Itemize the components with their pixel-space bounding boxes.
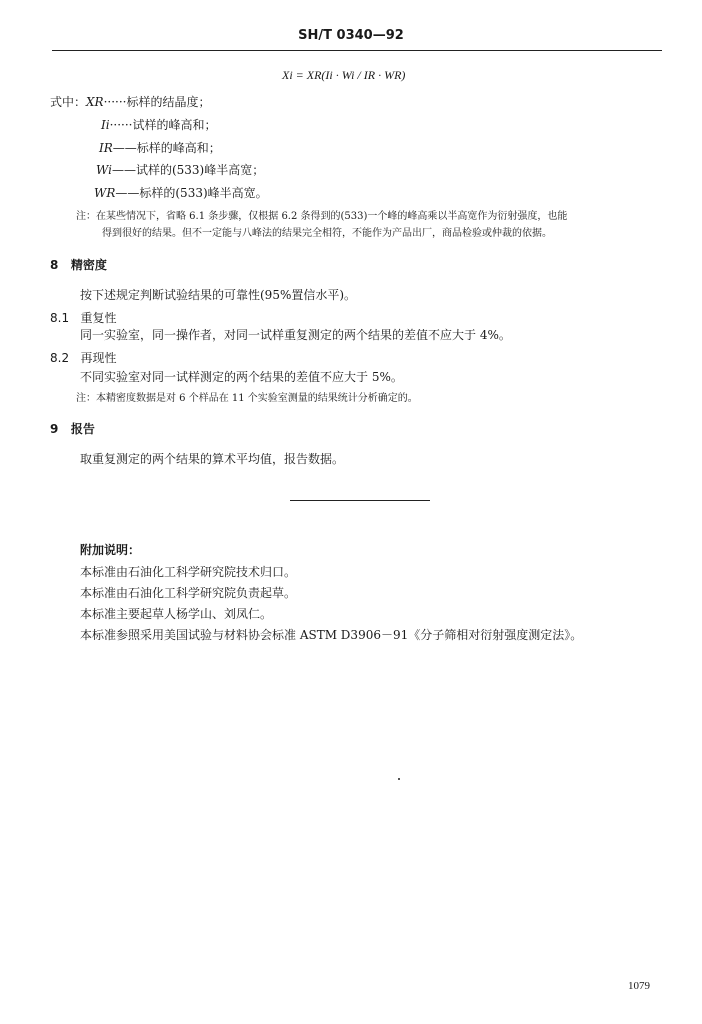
appendix-line: 本标准由石油化工科学研究院负责起草。 — [80, 586, 297, 600]
definition-var: Ii — [101, 118, 110, 132]
definition-desc: ······标样的结晶度； — [103, 95, 211, 109]
definition-line — [96, 161, 264, 178]
section-title: 报告 — [70, 422, 95, 436]
standard-code-header: SH/T 0340—92 — [298, 28, 404, 43]
appendix-line: 本标准主要起草人杨学山、刘凤仁。 — [80, 607, 273, 621]
appendix-title: 附加说明： — [80, 543, 141, 557]
section-8-2-text: 不同实验室对同一试样测定的两个结果的差值不应大于 5%。 — [80, 370, 403, 384]
definition-desc: ——标样的峰高和； — [112, 141, 221, 155]
section-8-1-heading — [50, 309, 117, 326]
subsection-number: 8.2 — [50, 351, 70, 365]
section-number: 8 — [50, 258, 59, 272]
definition-line — [101, 116, 216, 133]
definition-line — [99, 139, 221, 156]
definition-desc: ——标样的(533)峰半高宽。 — [115, 186, 268, 200]
scan-speck — [398, 778, 400, 780]
definition-var: WR — [94, 186, 116, 200]
section-8-intro: 按下述规定判断试验结果的可靠性(95%置信水平)。 — [80, 288, 357, 302]
definition-var: Wi — [96, 163, 112, 177]
section-title: 精密度 — [70, 258, 107, 272]
definition-desc: ······试样的峰高和； — [109, 118, 217, 132]
section-8-2-heading — [50, 349, 117, 366]
section-9-heading — [50, 420, 95, 437]
subsection-title: 重复性 — [80, 311, 117, 325]
section-8-heading — [50, 256, 107, 273]
section-9-text: 取重复测定的两个结果的算术平均值，报告数据。 — [80, 452, 345, 466]
section-8-1-text: 同一实验室，同一操作者，对同一试样重复测定的两个结果的差值不应大于 4%。 — [80, 328, 511, 342]
appendix-line: 本标准参照采用美国试验与材料协会标准 ASTM D3906－91《分子筛相对衍射强度测定法》。 — [80, 628, 583, 642]
formula: Xi = XR(Ii · Wi / IR · WR) — [282, 68, 406, 82]
subsection-title: 再现性 — [80, 351, 117, 365]
header-rule — [52, 50, 662, 51]
definition-line — [50, 93, 210, 110]
note-line: 注：在某些情况下，省略 6.1 条步骤，仅根据 6.2 条得到的(533)一个峰的峰高乘以半高宽作为衍射强度，也能 — [76, 211, 568, 222]
section-number: 9 — [50, 422, 59, 436]
definition-lead: 式中： — [50, 95, 87, 109]
subsection-number: 8.1 — [50, 311, 70, 325]
definition-line — [94, 184, 268, 201]
definition-var: IR — [99, 141, 113, 155]
definition-desc: ——试样的(533)峰半高宽； — [111, 163, 265, 177]
page-number: 1079 — [628, 980, 650, 992]
precision-note: 注：本精密度数据是对 6 个样品在 11 个实验室测量的结果统计分析确定的。 — [76, 393, 418, 404]
definition-var: XR — [86, 95, 104, 109]
note-line: 得到很好的结果。但不一定能与八峰法的结果完全相符，不能作为产品出厂，商品检验或仲裁的依据。 — [102, 228, 552, 239]
separator-line — [290, 500, 430, 501]
appendix-line: 本标准由石油化工科学研究院技术归口。 — [80, 565, 297, 579]
